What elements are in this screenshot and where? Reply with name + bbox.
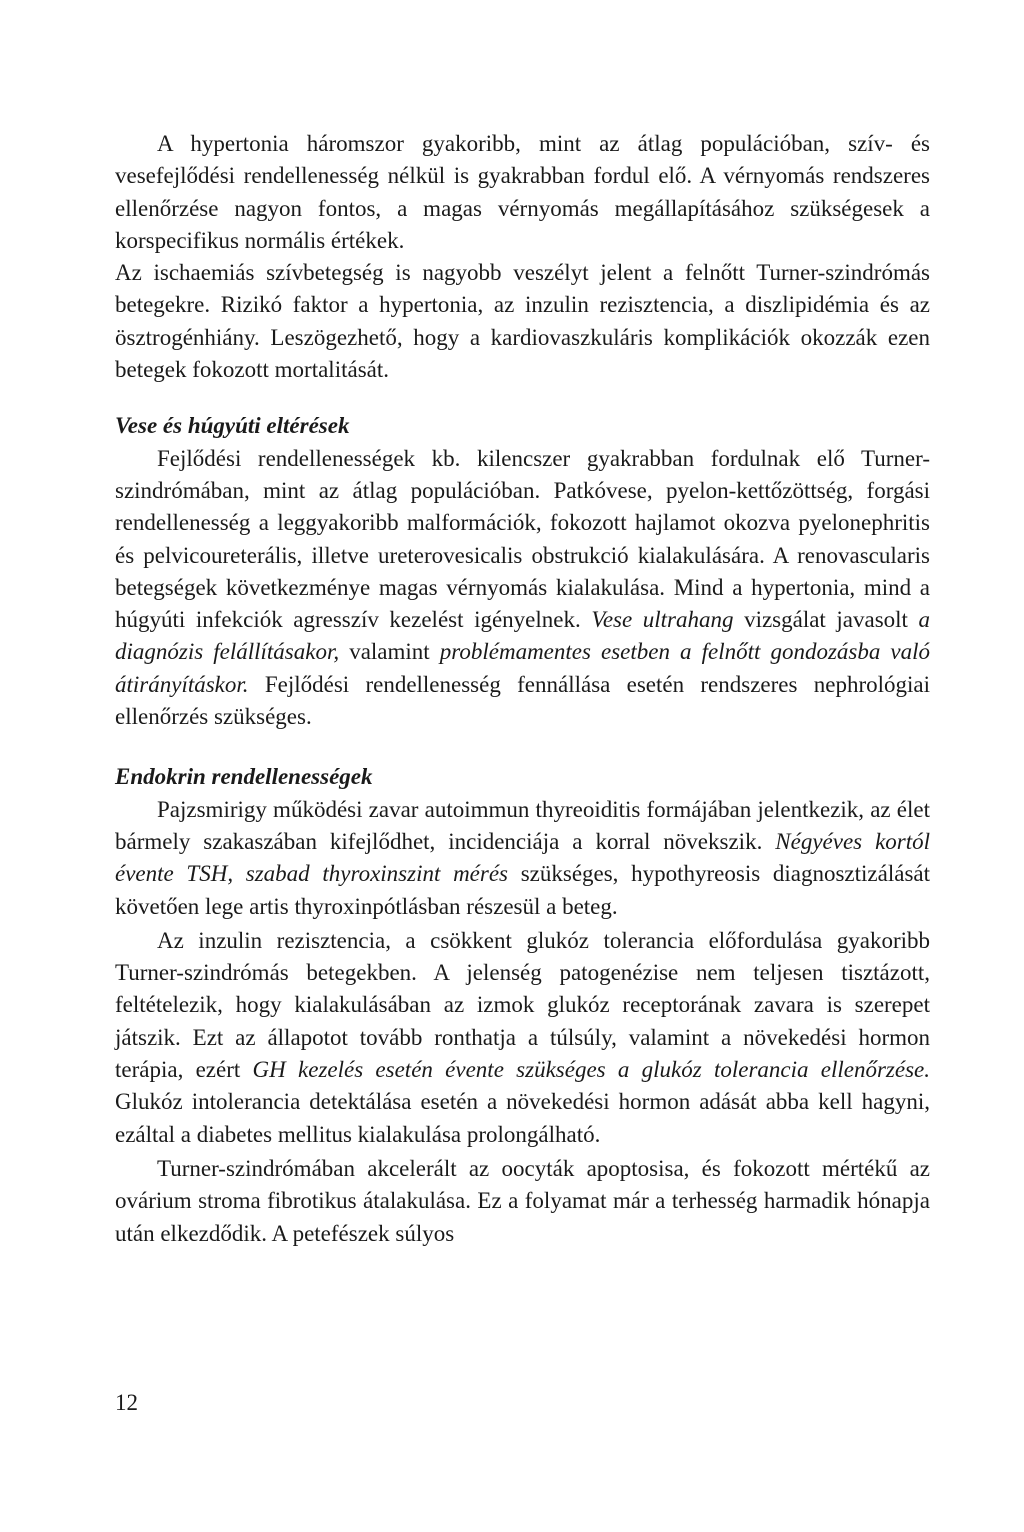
endocrine-text-2b-italic: GH kezelés esetén évente szükséges a glukóz tolerancia ellenőrzése. [252,1057,930,1083]
kidney-text-b-italic: Vese ultrahang [591,607,734,633]
section-heading-endocrine: Endokrin rendellenességek [115,764,373,790]
endocrine-paragraph-1 [115,794,930,923]
kidney-text-g: Fejlődési rendellenesség fennállása esetén rendszeres nephrológiai ellenőrzés szükséges. [115,671,930,730]
kidney-text-f-italic: problémamentes esetben a felnőtt gondozásba való átirányításkor. [115,639,931,697]
kidney-text-d-italic: a diagnózis felállításakor, [115,607,930,665]
kidney-text-a: Fejlődési rendellenességek kb. kilencszer gyakrabban fordulnak elő Turner-szindrómában, mint az átlag populációban. Patkóvese, pyelon-kettőzöttség, forgási rendellenesség a leggyakoribb malformációk, fokozott hajlamot okozva pyelonephritis és pelvicoureterális, illetve ureterovesicalis obstrukció kialakulására. A renovascularis betegségek következménye magas vérnyomás kialakulása. Mind a hypertonia, mind a húgyúti infekciók agresszív kezelést igényelnek. [115,445,930,633]
intro-paragraph-2: Az ischaemiás szívbetegség is nagyobb veszélyt jelent a felnőtt Turner-szindrómás betegekre. Rizikó faktor a hypertonia, az inzulin rezisztencia, a diszlipidémia és az ösztrogénhiány. Leszögezhető, hogy a kardiovaszkuláris komplikációk okozzák ezen betegek fokozott mortalitását. [115,260,930,383]
endocrine-paragraph-3: Turner-szindrómában akcelerált az oocyták apoptosisa, és fokozott mértékű az ovárium stroma fibrotikus átalakulása. Ez a folyamat már a terhesség harmadik hónapja után elkezdődik. A petefészek súlyos [115,1155,930,1246]
endocrine-text-2a: Az inzulin rezisztencia, a csökkent glukóz tolerancia előfordulása gyakoribb Turner-szindrómás betegekben. A jelenség patogenézise nem teljesen tisztázott, feltételezik, hogy kialakulásában az izmok glukóz receptorának zavara is szerepet játszik. Ezt az állapotot tovább ronthatja a túlsúly, valamint a növekedési hormon terápia, ezért [115,927,930,1083]
section-heading-kidney: Vese és húgyúti eltérések [115,413,350,439]
endocrine-paragraph-2 [115,925,930,1151]
page-body [115,128,930,1250]
intro-paragraph-1: A hypertonia háromszor gyakoribb, mint az átlag populációban, szív- és vesefejlődési rendellenesség nélkül is gyakrabban fordul elő. A vérnyomás rendszeres ellenőrzése nagyon fontos, a magas vérnyomás megállapításához szükségesek a korspecifikus normális értékek. [115,131,930,253]
endocrine-text-2c: Glukóz intolerancia detektálása esetén a növekedési hormon adását abba kell hagyni, ezáltal a diabetes mellitus kialakulása prolongálható. [115,1089,930,1147]
kidney-text-c: vizsgálat javasolt [744,607,908,633]
page-number: 12 [115,1390,138,1415]
endocrine-text-1b-italic: Négyéves kortól évente TSH, szabad thyroxinszint mérés [115,828,931,887]
endocrine-text-1c: szükséges, hypothyreosis diagnosztizálását követően lege artis thyroxinpótlásban részesül a beteg. [115,861,930,919]
endocrine-text-1a: Pajzsmirigy működési zavar autoimmun thyreoiditis formájában jelentkezik, az élet bármely szakaszában kifejlődhet, incidenciája a korral növekszik. [115,796,930,854]
kidney-text-e: valamint [349,639,430,665]
kidney-paragraph [115,443,930,734]
